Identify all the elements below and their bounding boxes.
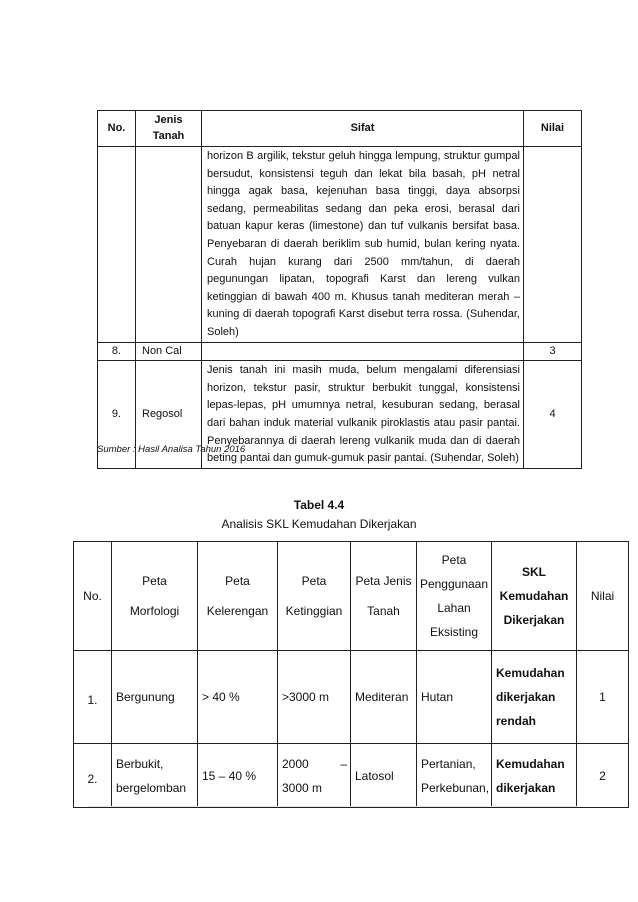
row-kelerengan: 15 – 40 % bbox=[198, 744, 278, 808]
page-footer-divider bbox=[88, 806, 578, 807]
row-no: 2. bbox=[74, 744, 112, 808]
header-no: No. bbox=[98, 111, 136, 147]
source-note: Sumber : Hasil Analisa Tahun 2016 bbox=[97, 444, 246, 455]
row-nilai: 3 bbox=[524, 342, 582, 361]
header-kelerengan: Peta Kelerengan bbox=[198, 542, 278, 651]
row-no: 8. bbox=[98, 342, 136, 361]
header-nilai: Nilai bbox=[524, 111, 582, 147]
skl-analysis-table bbox=[73, 541, 629, 808]
row-jenis: Regosol bbox=[136, 361, 202, 469]
header-jenis-tanah: Jenis Tanah bbox=[136, 111, 202, 147]
row-no: 9. bbox=[98, 361, 136, 469]
row-ketinggian: >3000 m bbox=[278, 651, 351, 744]
table-row bbox=[74, 744, 629, 808]
row-jenis-tanah: Latosol bbox=[351, 744, 417, 808]
header-jenis-tanah: Peta Jenis Tanah bbox=[351, 542, 417, 651]
header-ketinggian: Peta Ketinggian bbox=[278, 542, 351, 651]
row-nilai: 2 bbox=[577, 744, 629, 808]
table-subtitle: Analisis SKL Kemudahan Dikerjakan bbox=[221, 517, 417, 531]
row-nilai: 1 bbox=[577, 651, 629, 744]
row-skl: Kemudahan dikerjakan rendah bbox=[492, 651, 577, 744]
row-morfologi: Bergunung bbox=[112, 651, 198, 744]
header-no: No. bbox=[74, 542, 112, 651]
row-ketinggian: 2000 – 3000 m bbox=[278, 744, 351, 808]
row-morfologi: Berbukit, bergelomban bbox=[112, 744, 198, 808]
table-header-row bbox=[98, 111, 582, 147]
row-sifat bbox=[202, 342, 524, 361]
row-no: 1. bbox=[74, 651, 112, 744]
header-skl: SKL Kemudahan Dikerjakan bbox=[492, 542, 577, 651]
row-jenis-tanah: Mediteran bbox=[351, 651, 417, 744]
table-row bbox=[98, 342, 582, 361]
header-sifat: Sifat bbox=[202, 111, 524, 147]
table-row bbox=[74, 651, 629, 744]
table-row bbox=[98, 147, 582, 343]
table-header-row bbox=[74, 542, 629, 651]
row-kelerengan: > 40 % bbox=[198, 651, 278, 744]
row-jenis: Non Cal bbox=[136, 342, 202, 361]
header-nilai: Nilai bbox=[577, 542, 629, 651]
row-penggunaan: Hutan bbox=[417, 651, 492, 744]
header-morfologi: Peta Morfologi bbox=[112, 542, 198, 651]
sifat-cell: horizon B argilik, tekstur geluh hingga lempung, struktur gumpal bersudut, konsistensi teguh dan lekat bila basah, pH netral hingga agak basa, kejenuhan basa tinggi, daya absorpsi sedang, permeabilitas sedang dan peka erosi, berasal dari batuan kapur keras (limestone) dan tuf vulkanis bersifat basa. Penyebaran di daerah beriklim sub humid, bulan kering nyata. Curah hujan kurang dari 2500 mm/tahun, di daerah pegunungan lipatan, topografi Karst dan lereng vulkan ketinggian di bawah 400 m. Khusus tanah mediteran merah – kuning di daerah topografi Karst disebut terra rossa. (Suhendar, Soleh) bbox=[202, 147, 524, 343]
row-skl: Kemudahan dikerjakan bbox=[492, 744, 577, 808]
table-title: Tabel 4.4 bbox=[293, 498, 345, 512]
soil-properties-table bbox=[97, 110, 582, 469]
row-sifat: Jenis tanah ini masih muda, belum mengalami diferensiasi horizon, tekstur pasir, struktur berbukit tunggal, konsistensi lepas-lepas, pH umumnya netral, kesuburan sedang, berasal dari bahan induk material vulkanik piroklastis atau pasir pantai. Penyebarannya di daerah lereng vulkanik muda dan di daerah beting pantai dan gumuk-gumuk pasir pantai. (Suhendar, Soleh) bbox=[202, 361, 524, 469]
row-nilai: 4 bbox=[524, 361, 582, 469]
header-penggunaan: Peta Penggunaan Lahan Eksisting bbox=[417, 542, 492, 651]
row-penggunaan: Pertanian, Perkebunan, bbox=[417, 744, 492, 808]
